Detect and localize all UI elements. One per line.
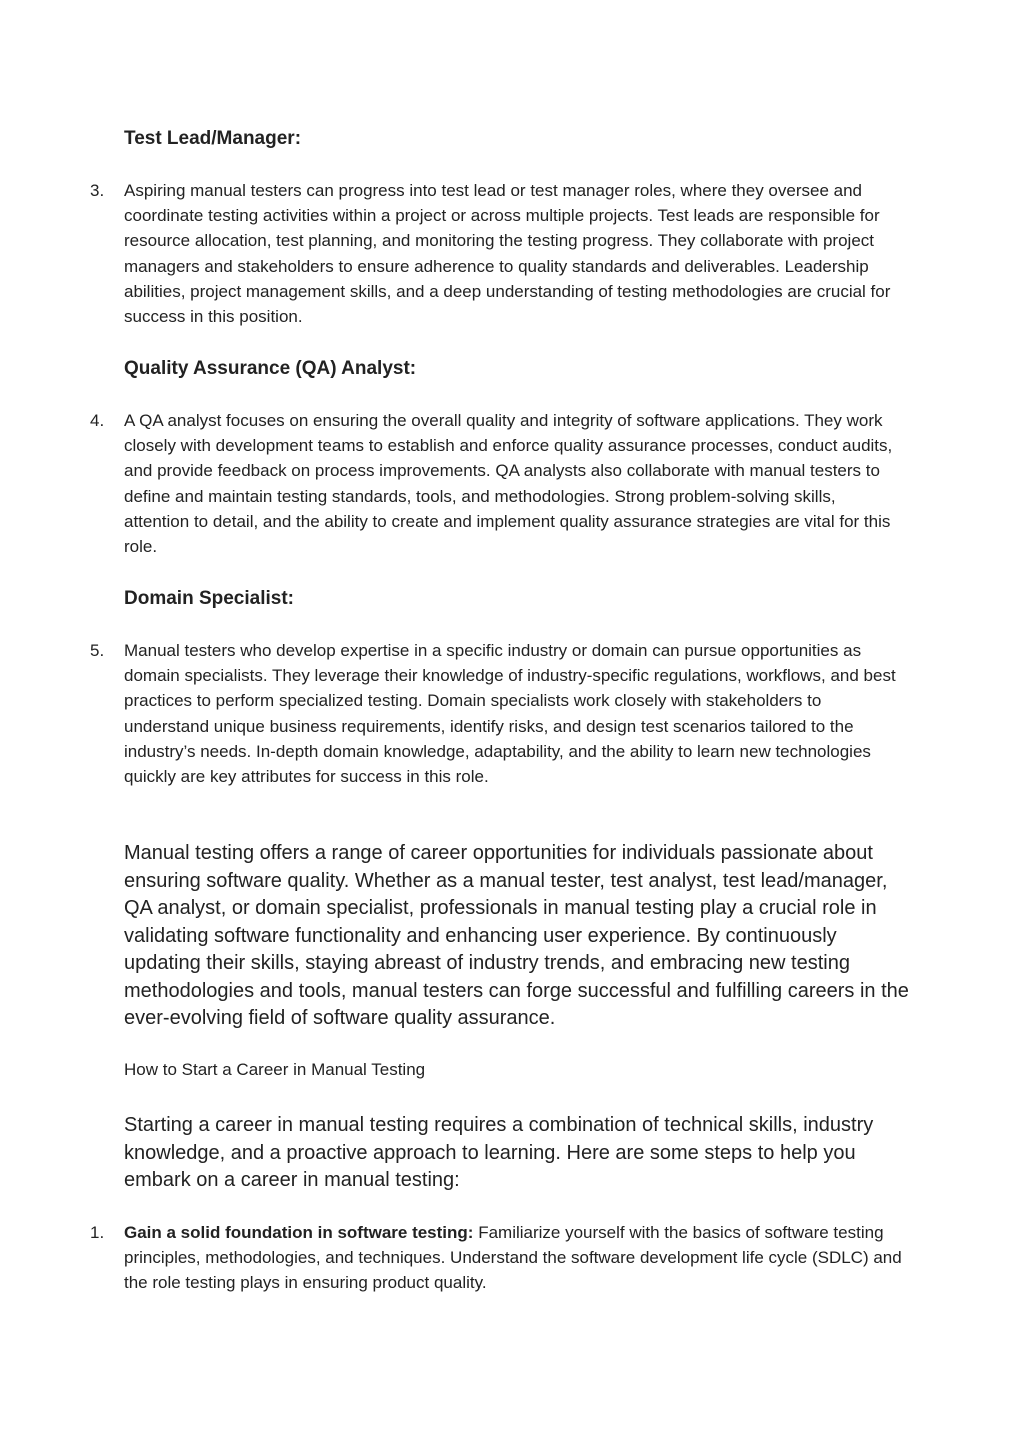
list-item-qa-analyst (90, 408, 910, 560)
list-item-test-lead (90, 178, 910, 330)
list-item-step-1 (90, 1220, 910, 1298)
step-lead-text: Gain a solid foundation in software testing: (124, 1223, 474, 1242)
subsection-title: How to Start a Career in Manual Testing (124, 1060, 426, 1079)
list-item-text: Aspiring manual testers can progress into test lead or test manager roles, where they oversee and coordinate testing activities within a project or across multiple projects. Test leads are responsible for resource allocation, test planning, and monitoring the testing progress. They collaborate with project managers and stakeholders to ensure adherence to quality standards and deliverables. Leadership abilities, project management skills, and a deep understanding of testing methodologies are crucial for success in this position. (124, 181, 891, 327)
heading-test-lead-manager: Test Lead/Manager: (124, 128, 302, 149)
list-item-text (124, 1220, 904, 1296)
summary-paragraph: Manual testing offers a range of career opportunities for individuals passionate about ensuring software quality. Whether as a manual tester, test analyst, test lead/manager, QA analyst, or domain specialist, professionals in manual testing play a crucial role in validating software functionality and enhancing user experience. By continuously updating their skills, staying abreast of industry trends, and embracing new testing methodologies and tools, manual testers can forge successful and fulfilling careers in the ever-evolving field of software quality assurance. (124, 842, 909, 1029)
intro-paragraph: Starting a career in manual testing requires a combination of technical skills, industry knowledge, and a proactive approach to learning. Here are some steps to help you embark on a career in manual testing: (124, 1114, 874, 1191)
list-item-text: A QA analyst focuses on ensuring the overall quality and integrity of software applications. They work closely with development teams to establish and enforce quality assurance processes, conduct audits, and provide feedback on process improvements. QA analysts also collaborate with manual testers to define and maintain testing standards, tools, and methodologies. Strong problem-solving skills, attention to detail, and the ability to create and implement quality assurance strategies are vital for this role. (124, 411, 893, 557)
list-number: 5. (90, 641, 105, 660)
step-body-text: Familiarize yourself with the basics of software testing principles, methodologies, and techniques. Understand the software development life cycle (SDLC) and the role testing plays in ensuring product quality. (124, 1223, 902, 1293)
list-item-domain-specialist (90, 638, 910, 816)
list-number: 1. (90, 1223, 105, 1242)
list-number: 3. (90, 181, 105, 200)
heading-qa-analyst: Quality Assurance (QA) Analyst: (124, 358, 417, 379)
list-number: 4. (90, 411, 105, 430)
heading-domain-specialist: Domain Specialist: (124, 588, 294, 609)
list-item-text: Manual testers who develop expertise in a specific industry or domain can pursue opportunities as domain specialists. They leverage their knowledge of industry-specific regulations, workflows, and best practices to perform specialized testing. Domain specialists work closely with stakeholders to understand unique business requirements, identify risks, and design test scenarios tailored to the industry’s needs. In-depth domain knowledge, adaptability, and the ability to learn new technologies quickly are key attributes for success in this role. (124, 641, 896, 787)
